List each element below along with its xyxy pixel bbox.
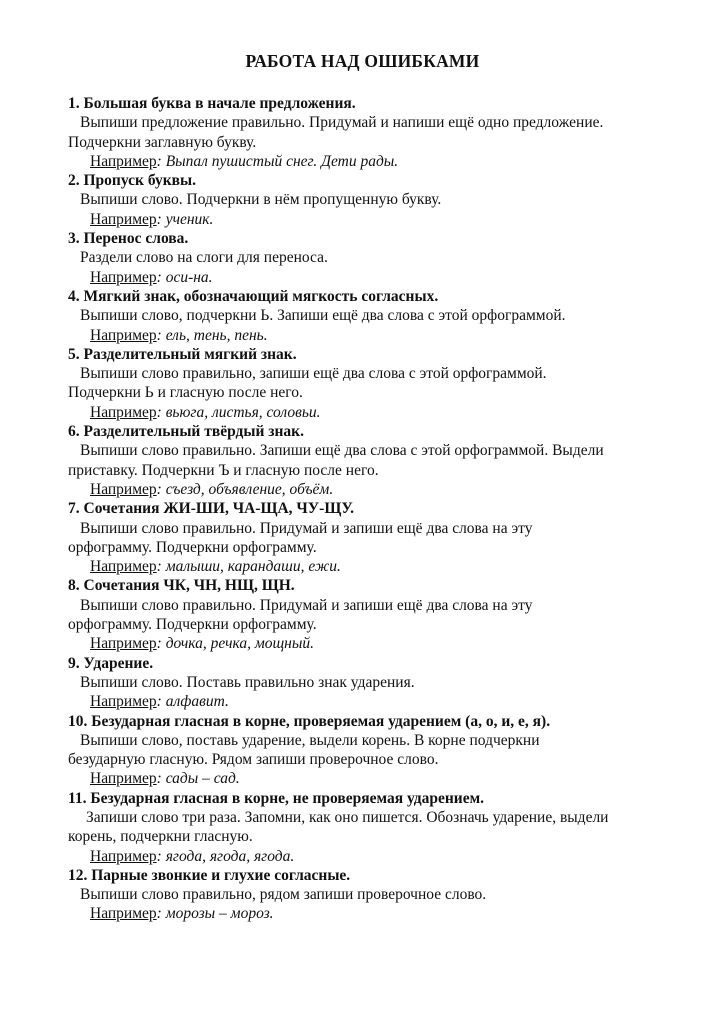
example-text: : вьюга, листья, соловьи. — [156, 403, 321, 421]
rule-heading: 10. Безударная гласная в корне, проверяемая ударением (а, о, и, е, я). — [68, 712, 551, 730]
example-label: Например — [90, 770, 157, 788]
example-label: Например — [90, 558, 157, 576]
rule-instruction — [68, 306, 668, 325]
example-text: : алфавит. — [156, 693, 229, 711]
rule-item — [68, 94, 668, 171]
rule-example — [68, 847, 668, 866]
rule-instruction — [68, 113, 668, 152]
rule-instruction — [68, 519, 668, 558]
rule-example — [68, 692, 668, 711]
instruction-line: приставку. Подчеркни Ъ и гласную после него. — [68, 461, 379, 479]
rule-item — [68, 171, 668, 229]
page-title: РАБОТА НАД ОШИБКАМИ — [245, 51, 480, 71]
example-label: Например — [90, 152, 157, 170]
rule-heading: 6. Разделительный твёрдый знак. — [68, 423, 304, 441]
instruction-line: Выпиши слово, поставь ударение, выдели корень. В корне подчеркни — [80, 731, 540, 749]
rule-instruction — [68, 248, 668, 267]
example-label: Например — [90, 905, 157, 923]
rule-item — [68, 499, 668, 576]
instruction-line: Выпиши предложение правильно. Придумай и напиши ещё одно предложение. — [80, 114, 604, 132]
error-work-list — [68, 94, 668, 924]
rule-instruction — [68, 190, 668, 209]
instruction-line: Подчеркни заглавную букву. — [68, 133, 257, 151]
rule-example — [68, 904, 668, 923]
example-text: : оси-на. — [156, 268, 213, 286]
rule-item — [68, 866, 668, 924]
rule-heading: 1. Большая буква в начале предложения. — [68, 95, 356, 112]
rule-item — [68, 287, 668, 345]
rule-instruction — [68, 731, 668, 770]
instruction-line: Подчеркни Ь и гласную после него. — [68, 384, 303, 402]
rule-example — [68, 557, 668, 576]
instruction-line: Выпиши слово правильно, запиши ещё два слова с этой орфограммой. — [80, 365, 547, 383]
rule-instruction — [68, 885, 668, 904]
instruction-line: орфограмму. Подчеркни орфограмму. — [68, 538, 317, 556]
instruction-line: корень, подчеркни гласную. — [68, 828, 253, 846]
example-text: : морозы – мороз. — [156, 905, 274, 923]
instruction-line: Выпиши слово правильно. Придумай и запиши ещё два слова на эту — [80, 519, 533, 537]
example-text: : Выпал пушистый снег. Дети рады. — [156, 152, 399, 170]
rule-example — [68, 634, 668, 653]
instruction-line: Выпиши слово правильно, рядом запиши проверочное слово. — [80, 886, 487, 904]
rule-example — [68, 326, 668, 345]
rule-heading: 2. Пропуск буквы. — [68, 172, 197, 190]
example-label: Например — [90, 403, 157, 421]
example-text: : сады – сад. — [156, 770, 240, 788]
rule-instruction — [68, 441, 668, 480]
example-text: : ягода, ягода, ягода. — [156, 847, 295, 865]
rule-example — [68, 210, 668, 229]
rule-instruction — [68, 673, 668, 692]
rule-instruction — [68, 364, 668, 403]
rule-item — [68, 345, 668, 422]
rule-item — [68, 229, 668, 287]
rule-example — [68, 480, 668, 499]
instruction-line: Выпиши слово правильно. Запиши ещё два слова с этой орфограммой. Выдели — [80, 442, 604, 460]
rule-heading: 3. Перенос слова. — [68, 230, 189, 248]
example-label: Например — [90, 693, 157, 711]
rule-item — [68, 654, 668, 712]
example-text: : малыши, карандаши, ежи. — [156, 558, 341, 576]
rule-instruction — [68, 808, 668, 847]
instruction-line: безударную гласную. Рядом запиши проверочное слово. — [68, 751, 439, 769]
rule-example — [68, 769, 668, 788]
rule-heading: 4. Мягкий знак, обозначающий мягкость согласных. — [68, 287, 439, 305]
rule-item — [68, 576, 668, 653]
instruction-line: Выпиши слово. Подчеркни в нём пропущенную букву. — [80, 191, 442, 209]
rule-example — [68, 268, 668, 287]
instruction-line: Выпиши слово, подчеркни Ь. Запиши ещё два слова с этой орфограммой. — [80, 307, 566, 325]
example-text: : съезд, объявление, объём. — [156, 480, 334, 498]
rule-item — [68, 712, 668, 789]
instruction-line: орфограмму. Подчеркни орфограмму. — [68, 616, 317, 634]
rule-item — [68, 422, 668, 499]
example-label: Например — [90, 480, 157, 498]
rule-example — [68, 152, 668, 171]
example-label: Например — [90, 326, 157, 344]
rule-heading: 11. Безударная гласная в корне, не проверяемая ударением. — [68, 789, 485, 807]
instruction-line: Выпиши слово правильно. Придумай и запиши ещё два слова на эту — [80, 596, 533, 614]
example-label: Например — [90, 210, 157, 228]
instruction-line: Раздели слово на слоги для переноса. — [80, 249, 328, 267]
rule-instruction — [68, 596, 668, 635]
rule-heading: 5. Разделительный мягкий знак. — [68, 345, 297, 363]
instruction-line: Запиши слово три раза. Запомни, как оно пишется. Обозначь ударение, выдели — [86, 808, 609, 826]
rule-heading: 12. Парные звонкие и глухие согласные. — [68, 866, 351, 884]
rule-example — [68, 403, 668, 422]
example-label: Например — [90, 635, 157, 653]
rule-heading: 8. Сочетания ЧК, ЧН, НЩ, ЩН. — [68, 577, 295, 595]
rule-heading: 7. Сочетания ЖИ-ШИ, ЧА-ЩА, ЧУ-ЩУ. — [68, 500, 355, 518]
example-label: Например — [90, 847, 157, 865]
rule-item — [68, 789, 668, 866]
example-text: : дочка, речка, мощный. — [156, 635, 314, 653]
instruction-line: Выпиши слово. Поставь правильно знак ударения. — [80, 673, 415, 691]
example-text: : ученик. — [156, 210, 214, 228]
rule-heading: 9. Ударение. — [68, 654, 154, 672]
example-label: Например — [90, 268, 157, 286]
example-text: : ель, тень, пень. — [156, 326, 268, 344]
